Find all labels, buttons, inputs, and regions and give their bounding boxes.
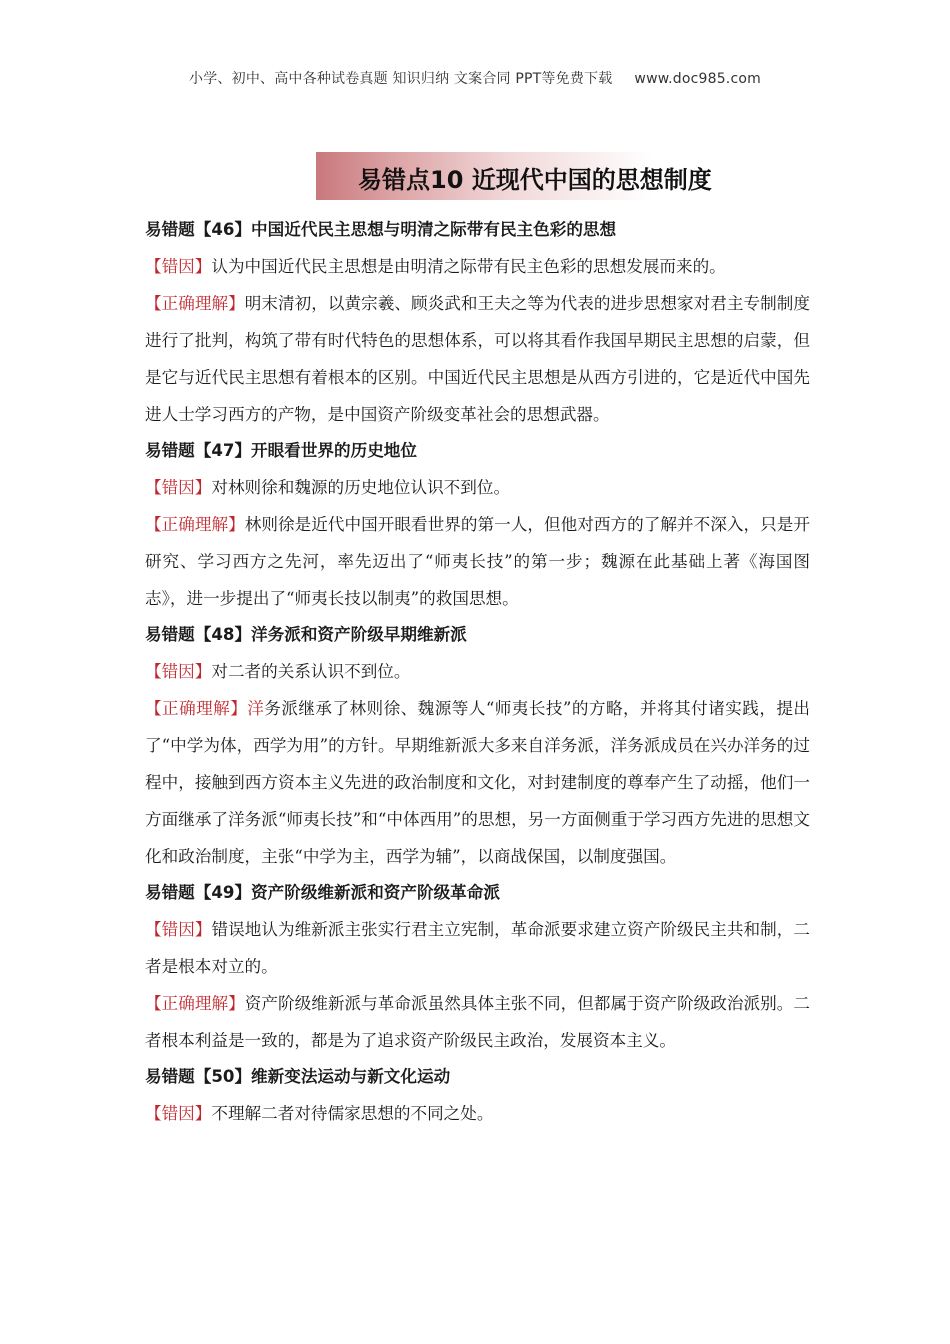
cause-label: 【错因】 <box>145 662 212 681</box>
cause-label: 【错因】 <box>145 257 212 276</box>
cause-paragraph-47 <box>145 469 810 506</box>
correct-text: 资产阶级维新派与革命派虽然具体主张不同，但都属于资产阶级政治派别。二者根本利益是一致的，都是为了追求资产阶级民主政治，发展资本主义。 <box>145 994 811 1050</box>
cause-paragraph-46 <box>145 248 810 285</box>
question-heading-47: 易错题【47】开眼看世界的历史地位 <box>145 441 417 460</box>
correct-label: 【正确理解】 <box>145 515 245 534</box>
cause-text: 错误地认为维新派主张实行君主立宪制，革命派要求建立资产阶级民主共和制，二者是根本对立的。 <box>145 920 811 976</box>
title-banner <box>316 152 746 200</box>
header-url[interactable]: www.doc985.com <box>634 71 761 87</box>
correct-paragraph-49 <box>145 985 810 1059</box>
cause-label: 【错因】 <box>145 1104 212 1123</box>
cause-label: 【错因】 <box>145 478 212 497</box>
correct-text: 务派继承了林则徐、魏源等人“师夷长技”的方略，并将其付诸实践，提出了“中学为体，西学为用”的方针。早期维新派大多来自洋务派，洋务派成员在兴办洋务的过程中，接触到西方资本主义先进的政治制度和文化，对封建制度的尊奉产生了动摇，他们一方面继承了洋务派“师夷长技”和“中体西用”的思想，另一方面侧重于学习西方先进的思想文化和政治制度，主张“中学为主，西学为辅”，以商战保国，以制度强国。 <box>145 699 811 866</box>
correct-label: 【正确理解】 <box>145 994 245 1013</box>
correct-label: 【正确理解】 <box>145 294 245 313</box>
correct-text: 林则徐是近代中国开眼看世界的第一人，但他对西方的了解并不深入，只是开研究、学习西方之先河，率先迈出了“师夷长技”的第一步；魏源在此基础上著《海国图志》，进一步提出了“师夷长技以制夷”的救国思想。 <box>145 515 811 608</box>
cause-text: 对二者的关系认识不到位。 <box>211 662 411 681</box>
document-body <box>145 212 810 1132</box>
cause-label: 【错因】 <box>145 920 212 939</box>
question-heading-49: 易错题【49】资产阶级维新派和资产阶级革命派 <box>145 883 500 902</box>
correct-first-char: 洋 <box>247 699 265 718</box>
cause-text: 对林则徐和魏源的历史地位认识不到位。 <box>211 478 511 497</box>
cause-text: 认为中国近代民主思想是由明清之际带有民主色彩的思想发展而来的。 <box>211 257 726 276</box>
correct-paragraph-47 <box>145 506 810 617</box>
question-heading-48: 易错题【48】洋务派和资产阶级早期维新派 <box>145 625 467 644</box>
question-heading-46: 易错题【46】中国近代民主思想与明清之际带有民主色彩的思想 <box>145 220 617 239</box>
correct-text: 明末清初，以黄宗羲、顾炎武和王夫之等为代表的进步思想家对君主专制制度进行了批判，构筑了带有时代特色的思想体系，可以将其看作我国早期民主思想的启蒙，但是它与近代民主思想有着根本的区别。中国近代民主思想是从西方引进的，它是近代中国先进人士学习西方的产物，是中国资产阶级变革社会的思想武器。 <box>145 294 811 424</box>
cause-paragraph-48 <box>145 653 810 690</box>
cause-paragraph-49 <box>145 911 810 985</box>
question-heading-50: 易错题【50】维新变法运动与新文化运动 <box>145 1067 451 1086</box>
correct-paragraph-48 <box>145 690 810 875</box>
page-title: 易错点10 近现代中国的思想制度 <box>358 166 712 194</box>
header-text: 小学、初中、高中各种试卷真题 知识归纳 文案合同 PPT等免费下载 <box>189 71 613 87</box>
cause-paragraph-50 <box>145 1095 810 1132</box>
page-header <box>0 68 950 88</box>
correct-paragraph-46 <box>145 285 810 433</box>
correct-label: 【正确理解】 <box>145 699 248 718</box>
cause-text: 不理解二者对待儒家思想的不同之处。 <box>211 1104 494 1123</box>
